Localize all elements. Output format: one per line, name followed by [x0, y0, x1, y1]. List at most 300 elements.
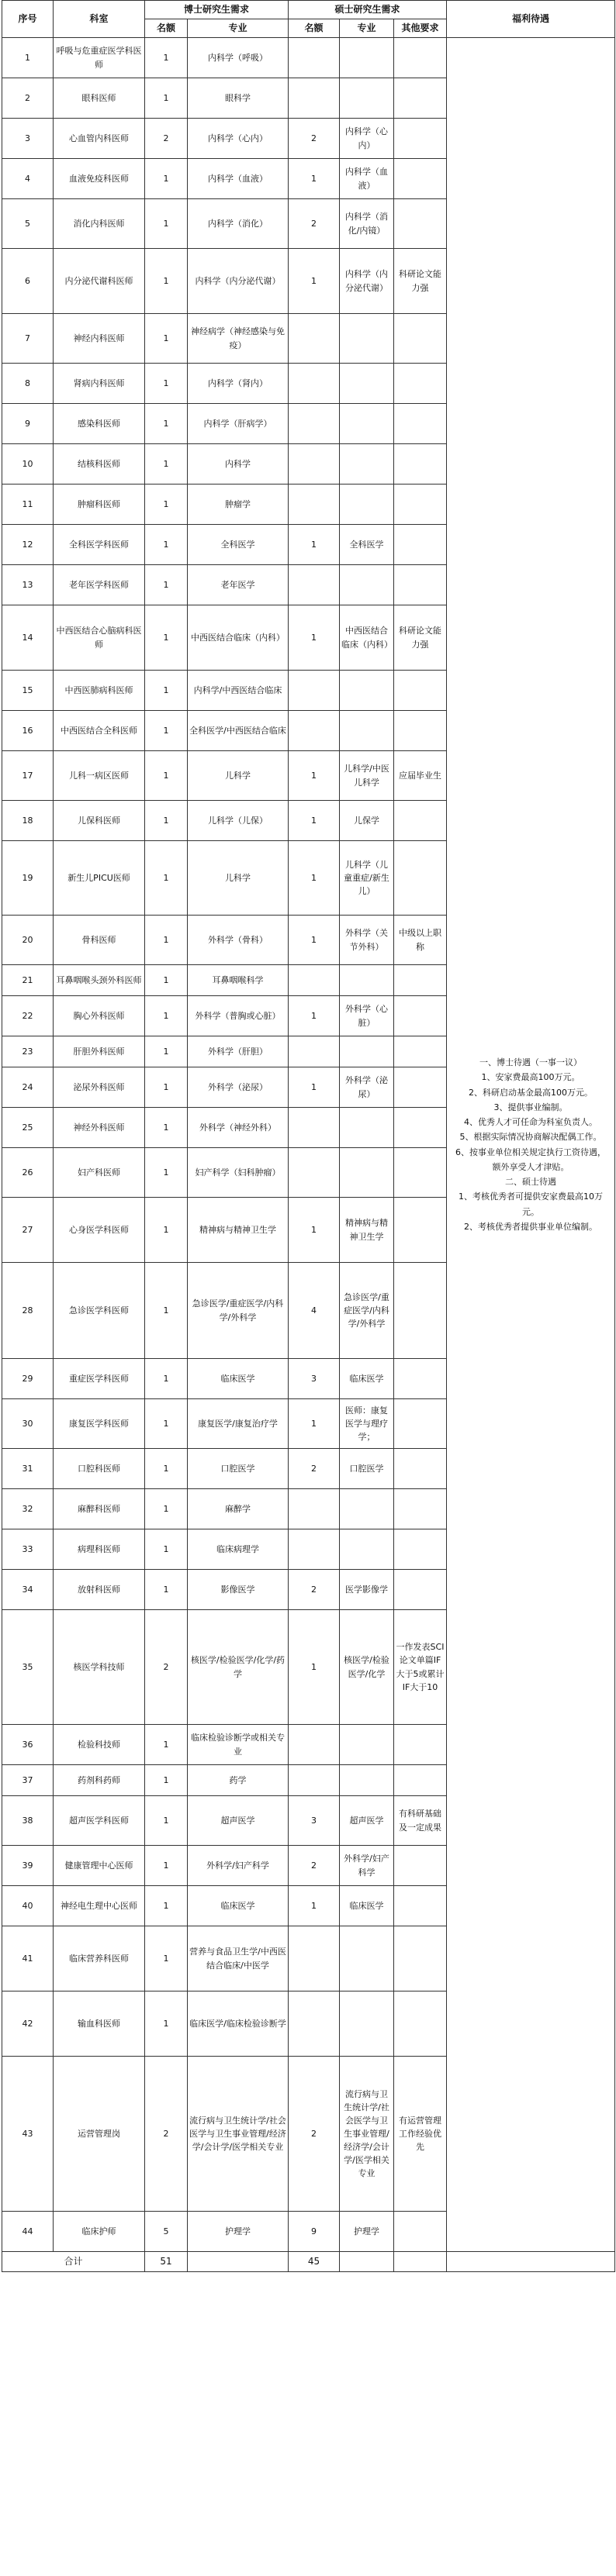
row-ms-major [340, 1036, 394, 1067]
row-phd-major: 超声医学 [188, 1796, 289, 1846]
row-ms-other [394, 78, 447, 119]
row-phd-count: 1 [145, 751, 188, 801]
row-ms-other: 有科研基础及一定成果 [394, 1796, 447, 1846]
row-phd-count: 1 [145, 404, 188, 444]
row-dept: 全科医学科医师 [54, 525, 145, 565]
row-phd-count: 1 [145, 1449, 188, 1489]
row-seq: 31 [2, 1449, 54, 1489]
row-ms-count [289, 1148, 340, 1198]
total-phd-count: 51 [145, 2252, 188, 2272]
header-phd: 博士研究生需求 [145, 1, 289, 19]
row-phd-major: 内科学 [188, 444, 289, 485]
row-phd-major: 肿瘤学 [188, 485, 289, 525]
row-dept: 肿瘤科医师 [54, 485, 145, 525]
row-phd-major: 营养与食品卫生学/中西医结合临床/中医学 [188, 1926, 289, 1991]
row-seq: 9 [2, 404, 54, 444]
row-seq: 28 [2, 1263, 54, 1359]
row-dept: 泌尿外科医师 [54, 1067, 145, 1108]
row-ms-other: 科研论文能力强 [394, 249, 447, 314]
row-ms-count [289, 1036, 340, 1067]
row-ms-major: 儿科学/中医儿科学 [340, 751, 394, 801]
row-phd-count: 1 [145, 1796, 188, 1846]
row-ms-other [394, 38, 447, 78]
row-ms-other [394, 565, 447, 605]
row-ms-count: 1 [289, 249, 340, 314]
row-phd-count: 5 [145, 2212, 188, 2252]
welfare-line: 4、优秀人才可任命为科室负责人。 [464, 1117, 598, 1127]
total-empty [394, 2252, 447, 2272]
row-seq: 14 [2, 605, 54, 671]
row-seq: 24 [2, 1067, 54, 1108]
row-dept: 临床营养科医师 [54, 1926, 145, 1991]
row-ms-count: 2 [289, 1846, 340, 1886]
row-dept: 胸心外科医师 [54, 996, 145, 1036]
total-empty [188, 2252, 289, 2272]
row-ms-major [340, 1148, 394, 1198]
row-phd-major: 神经病学（神经感染与免疫） [188, 314, 289, 364]
row-seq: 7 [2, 314, 54, 364]
total-ms-count: 45 [289, 2252, 340, 2272]
row-ms-major [340, 711, 394, 751]
total-row [2, 2252, 615, 2272]
row-phd-major: 中西医结合临床（内科） [188, 605, 289, 671]
total-label: 合计 [2, 2252, 145, 2272]
row-ms-major [340, 404, 394, 444]
welfare-line: 5、根据实际情况协商解决配偶工作。 [459, 1132, 602, 1143]
row-ms-count [289, 1765, 340, 1796]
row-ms-major: 全科医学 [340, 525, 394, 565]
row-ms-major [340, 314, 394, 364]
row-ms-other [394, 1399, 447, 1449]
row-ms-major: 医师：康复医学与理疗学； [340, 1399, 394, 1449]
row-dept: 妇产科医师 [54, 1148, 145, 1198]
row-ms-count [289, 1725, 340, 1765]
row-dept: 神经外科医师 [54, 1108, 145, 1148]
row-ms-major: 口腔医学 [340, 1449, 394, 1489]
row-seq: 3 [2, 119, 54, 159]
row-phd-count: 1 [145, 199, 188, 249]
row-ms-count [289, 671, 340, 711]
row-phd-major: 儿科学 [188, 841, 289, 916]
row-ms-major [340, 565, 394, 605]
row-seq: 11 [2, 485, 54, 525]
welfare-line: 2、考核优秀者提供事业单位编制。 [464, 1221, 598, 1232]
row-phd-count: 1 [145, 671, 188, 711]
row-dept: 老年医学科医师 [54, 565, 145, 605]
row-phd-count: 2 [145, 2057, 188, 2212]
row-dept: 临床护师 [54, 2212, 145, 2252]
row-seq: 32 [2, 1489, 54, 1529]
row-ms-count [289, 711, 340, 751]
row-ms-count: 2 [289, 1449, 340, 1489]
row-ms-count: 1 [289, 1610, 340, 1725]
row-ms-major: 内科学（内分泌代谢） [340, 249, 394, 314]
row-phd-major: 临床医学 [188, 1359, 289, 1399]
row-phd-count: 2 [145, 1610, 188, 1725]
row-dept: 儿科一病区医师 [54, 751, 145, 801]
row-phd-major: 妇产科学（妇科肿瘤） [188, 1148, 289, 1198]
header-phd-major: 专业 [188, 19, 289, 38]
row-phd-major: 外科学（普胸或心脏） [188, 996, 289, 1036]
row-ms-count: 3 [289, 1359, 340, 1399]
row-ms-other [394, 199, 447, 249]
header-row-1 [2, 1, 615, 19]
row-ms-other [394, 996, 447, 1036]
row-ms-other [394, 485, 447, 525]
row-dept: 康复医学科医师 [54, 1399, 145, 1449]
row-phd-major: 外科学（神经外科） [188, 1108, 289, 1148]
row-phd-major: 外科学（泌尿） [188, 1067, 289, 1108]
row-ms-count: 4 [289, 1263, 340, 1359]
row-seq: 20 [2, 916, 54, 965]
row-dept: 急诊医学科医师 [54, 1263, 145, 1359]
row-phd-major: 内科学（呼吸） [188, 38, 289, 78]
row-dept: 血液免疫科医师 [54, 159, 145, 199]
row-phd-count: 1 [145, 1359, 188, 1399]
row-phd-major: 内科学（血液） [188, 159, 289, 199]
recruitment-table [2, 0, 615, 2272]
row-ms-major [340, 1489, 394, 1529]
row-phd-count: 1 [145, 996, 188, 1036]
row-ms-major [340, 444, 394, 485]
row-seq: 1 [2, 38, 54, 78]
row-phd-count: 1 [145, 916, 188, 965]
row-seq: 26 [2, 1148, 54, 1198]
row-seq: 12 [2, 525, 54, 565]
row-ms-other [394, 841, 447, 916]
row-dept: 呼吸与危重症医学科医师 [54, 38, 145, 78]
header-ms-major: 专业 [340, 19, 394, 38]
row-phd-major: 康复医学/康复治疗学 [188, 1399, 289, 1449]
row-ms-count [289, 1489, 340, 1529]
row-ms-other [394, 119, 447, 159]
row-phd-major: 急诊医学/重症医学/内科学/外科学 [188, 1263, 289, 1359]
row-dept: 核医学科技师 [54, 1610, 145, 1725]
row-ms-count [289, 364, 340, 404]
row-seq: 44 [2, 2212, 54, 2252]
row-phd-major: 内科学（肝病学） [188, 404, 289, 444]
row-ms-count: 2 [289, 199, 340, 249]
row-phd-count: 1 [145, 314, 188, 364]
row-seq: 27 [2, 1198, 54, 1263]
row-ms-other [394, 1489, 447, 1529]
row-ms-other [394, 1148, 447, 1198]
row-phd-count: 1 [145, 605, 188, 671]
row-ms-major: 临床医学 [340, 1886, 394, 1926]
row-ms-count: 1 [289, 841, 340, 916]
row-dept: 超声医学科医师 [54, 1796, 145, 1846]
row-ms-other [394, 1108, 447, 1148]
row-seq: 22 [2, 996, 54, 1036]
row-ms-major [340, 485, 394, 525]
row-ms-count [289, 38, 340, 78]
row-phd-count: 1 [145, 1489, 188, 1529]
row-seq: 36 [2, 1725, 54, 1765]
row-phd-major: 外科学（肝胆） [188, 1036, 289, 1067]
row-seq: 39 [2, 1846, 54, 1886]
header-dept: 科室 [54, 1, 145, 38]
row-phd-major: 外科学/妇产科学 [188, 1846, 289, 1886]
row-seq: 21 [2, 965, 54, 996]
row-ms-major: 外科学（关节外科） [340, 916, 394, 965]
row-seq: 10 [2, 444, 54, 485]
row-seq: 29 [2, 1359, 54, 1399]
row-ms-other [394, 1991, 447, 2057]
header-ms-other: 其他要求 [394, 19, 447, 38]
row-phd-major: 口腔医学 [188, 1449, 289, 1489]
header-phd-count: 名额 [145, 19, 188, 38]
row-dept: 中西医结合全科医师 [54, 711, 145, 751]
row-phd-count: 1 [145, 1108, 188, 1148]
row-ms-count [289, 78, 340, 119]
welfare-cell [447, 38, 615, 2252]
welfare-line: 二、硕士待遇 [505, 1177, 557, 1187]
row-dept: 内分泌代谢科医师 [54, 249, 145, 314]
row-ms-other [394, 404, 447, 444]
row-ms-count [289, 565, 340, 605]
row-seq: 41 [2, 1926, 54, 1991]
row-seq: 34 [2, 1570, 54, 1610]
row-ms-major: 儿保学 [340, 801, 394, 841]
row-seq: 35 [2, 1610, 54, 1725]
row-ms-count: 1 [289, 1198, 340, 1263]
row-phd-major: 内科学（心内） [188, 119, 289, 159]
row-phd-count: 1 [145, 1886, 188, 1926]
row-ms-other [394, 1449, 447, 1489]
row-ms-count: 1 [289, 605, 340, 671]
row-phd-count: 1 [145, 565, 188, 605]
row-ms-other [394, 671, 447, 711]
total-empty [447, 2252, 615, 2272]
row-ms-other [394, 364, 447, 404]
row-dept: 肝胆外科医师 [54, 1036, 145, 1067]
welfare-line: 一、博士待遇（一事一议） [479, 1057, 583, 1067]
row-phd-major: 儿科学（儿保） [188, 801, 289, 841]
row-phd-count: 1 [145, 485, 188, 525]
row-phd-count: 1 [145, 1529, 188, 1570]
row-ms-count: 2 [289, 1570, 340, 1610]
row-ms-major [340, 78, 394, 119]
row-ms-major: 护理学 [340, 2212, 394, 2252]
row-ms-major: 外科学（泌尿） [340, 1067, 394, 1108]
row-dept: 新生儿PICU医师 [54, 841, 145, 916]
row-ms-count [289, 1926, 340, 1991]
row-phd-count: 1 [145, 1926, 188, 1991]
row-seq: 43 [2, 2057, 54, 2212]
row-dept: 耳鼻咽喉头颈外科医师 [54, 965, 145, 996]
row-phd-count: 1 [145, 1846, 188, 1886]
row-ms-major [340, 38, 394, 78]
row-seq: 16 [2, 711, 54, 751]
row-phd-count: 1 [145, 841, 188, 916]
row-phd-count: 1 [145, 1399, 188, 1449]
row-ms-major: 流行病与卫生统计学/社会医学与卫生事业管理/经济学/会计学/医学相关专业 [340, 2057, 394, 2212]
row-phd-count: 1 [145, 38, 188, 78]
table-row [2, 38, 615, 78]
row-ms-count: 1 [289, 525, 340, 565]
row-ms-other: 有运营管理工作经验优先 [394, 2057, 447, 2212]
row-phd-count: 1 [145, 801, 188, 841]
row-ms-count [289, 1529, 340, 1570]
row-phd-major: 临床医学/临床检验诊断学 [188, 1991, 289, 2057]
row-ms-count [289, 444, 340, 485]
row-phd-count: 1 [145, 1765, 188, 1796]
row-dept: 感染科医师 [54, 404, 145, 444]
row-dept: 神经电生理中心医师 [54, 1886, 145, 1926]
row-dept: 中西医结合心脑病科医师 [54, 605, 145, 671]
row-ms-count: 1 [289, 1067, 340, 1108]
row-ms-other [394, 444, 447, 485]
row-ms-other [394, 1359, 447, 1399]
row-phd-major: 临床医学 [188, 1886, 289, 1926]
row-dept: 运营管理岗 [54, 2057, 145, 2212]
row-seq: 19 [2, 841, 54, 916]
row-dept: 消化内科医师 [54, 199, 145, 249]
row-phd-major: 全科医学 [188, 525, 289, 565]
row-ms-major: 儿科学（儿童重症/新生儿） [340, 841, 394, 916]
row-dept: 儿保科医师 [54, 801, 145, 841]
row-seq: 4 [2, 159, 54, 199]
row-ms-major: 外科学（心脏） [340, 996, 394, 1036]
row-ms-major [340, 1765, 394, 1796]
row-dept: 输血科医师 [54, 1991, 145, 2057]
row-dept: 麻醉科医师 [54, 1489, 145, 1529]
welfare-line: 2、科研启动基金最高100万元。 [469, 1087, 594, 1098]
row-phd-major: 全科医学/中西医结合临床 [188, 711, 289, 751]
row-phd-major: 麻醉学 [188, 1489, 289, 1529]
row-ms-count [289, 314, 340, 364]
row-ms-major: 中西医结合临床（内科） [340, 605, 394, 671]
row-phd-major: 核医学/检验医学/化学/药学 [188, 1610, 289, 1725]
welfare-line: 1、安家费最高100万元。 [481, 1072, 580, 1083]
welfare-line: 3、提供事业编制。 [493, 1102, 568, 1112]
row-ms-count: 2 [289, 119, 340, 159]
row-ms-count: 1 [289, 1886, 340, 1926]
header-welfare: 福利待遇 [447, 1, 615, 38]
row-ms-other [394, 1570, 447, 1610]
row-ms-major [340, 1108, 394, 1148]
row-ms-other [394, 159, 447, 199]
row-ms-other [394, 801, 447, 841]
row-dept: 放射科医师 [54, 1570, 145, 1610]
row-ms-major: 外科学/妇产科学 [340, 1846, 394, 1886]
row-ms-other: 中级以上职称 [394, 916, 447, 965]
row-ms-major [340, 965, 394, 996]
row-dept: 神经内科医师 [54, 314, 145, 364]
row-phd-major: 影像医学 [188, 1570, 289, 1610]
row-ms-other [394, 525, 447, 565]
row-phd-major: 内科学/中西医结合临床 [188, 671, 289, 711]
row-phd-count: 1 [145, 364, 188, 404]
row-ms-other [394, 965, 447, 996]
row-dept: 重症医学科医师 [54, 1359, 145, 1399]
welfare-line: 6、按事业单位相关规定执行工资待遇，额外享受人才津贴。 [455, 1147, 607, 1172]
row-ms-other [394, 711, 447, 751]
row-ms-major [340, 671, 394, 711]
row-seq: 38 [2, 1796, 54, 1846]
row-seq: 17 [2, 751, 54, 801]
row-phd-major: 药学 [188, 1765, 289, 1796]
row-seq: 33 [2, 1529, 54, 1570]
row-ms-other [394, 1765, 447, 1796]
row-seq: 5 [2, 199, 54, 249]
row-ms-major [340, 1926, 394, 1991]
row-ms-count: 1 [289, 159, 340, 199]
row-phd-major: 护理学 [188, 2212, 289, 2252]
row-ms-major [340, 1529, 394, 1570]
row-phd-count: 2 [145, 119, 188, 159]
row-ms-major: 临床医学 [340, 1359, 394, 1399]
row-phd-major: 老年医学 [188, 565, 289, 605]
row-dept: 病理科医师 [54, 1529, 145, 1570]
row-phd-major: 内科学（肾内） [188, 364, 289, 404]
row-ms-count: 1 [289, 801, 340, 841]
row-ms-other [394, 1886, 447, 1926]
row-ms-count [289, 1991, 340, 2057]
row-seq: 18 [2, 801, 54, 841]
row-dept: 肾病内科医师 [54, 364, 145, 404]
row-ms-count: 9 [289, 2212, 340, 2252]
row-dept: 中西医肺病科医师 [54, 671, 145, 711]
row-seq: 42 [2, 1991, 54, 2057]
row-ms-other [394, 1263, 447, 1359]
row-dept: 健康管理中心医师 [54, 1846, 145, 1886]
row-seq: 13 [2, 565, 54, 605]
row-ms-major: 急诊医学/重症医学/内科学/外科学 [340, 1263, 394, 1359]
row-ms-count [289, 404, 340, 444]
row-seq: 30 [2, 1399, 54, 1449]
row-phd-count: 1 [145, 1725, 188, 1765]
row-seq: 37 [2, 1765, 54, 1796]
row-phd-count: 1 [145, 444, 188, 485]
row-ms-major: 精神病与精神卫生学 [340, 1198, 394, 1263]
row-dept: 心身医学科医师 [54, 1198, 145, 1263]
row-ms-other [394, 1036, 447, 1067]
row-phd-count: 1 [145, 711, 188, 751]
row-phd-count: 1 [145, 1198, 188, 1263]
row-ms-count: 2 [289, 2057, 340, 2212]
row-seq: 23 [2, 1036, 54, 1067]
row-dept: 眼科医师 [54, 78, 145, 119]
row-phd-count: 1 [145, 249, 188, 314]
welfare-line: 1、考核优秀者可提供安家费最高10万元。 [459, 1191, 604, 1217]
row-ms-major [340, 364, 394, 404]
row-phd-major: 儿科学 [188, 751, 289, 801]
row-ms-count [289, 965, 340, 996]
row-ms-other [394, 1067, 447, 1108]
row-phd-count: 1 [145, 525, 188, 565]
row-phd-major: 精神病与精神卫生学 [188, 1198, 289, 1263]
row-ms-other: 一作发表SCI论文单篇IF大于5或累计IF大于10 [394, 1610, 447, 1725]
row-dept: 检验科技师 [54, 1725, 145, 1765]
row-seq: 2 [2, 78, 54, 119]
row-phd-count: 1 [145, 965, 188, 996]
row-seq: 25 [2, 1108, 54, 1148]
row-ms-other [394, 1926, 447, 1991]
row-phd-count: 1 [145, 1148, 188, 1198]
row-ms-other [394, 1198, 447, 1263]
row-ms-count: 1 [289, 996, 340, 1036]
row-ms-count: 1 [289, 1399, 340, 1449]
row-phd-major: 外科学（骨科） [188, 916, 289, 965]
row-ms-count: 1 [289, 751, 340, 801]
row-seq: 6 [2, 249, 54, 314]
row-ms-major: 内科学（血液） [340, 159, 394, 199]
row-phd-major: 临床病理学 [188, 1529, 289, 1570]
row-ms-major [340, 1725, 394, 1765]
row-ms-count [289, 1108, 340, 1148]
row-ms-other [394, 1846, 447, 1886]
